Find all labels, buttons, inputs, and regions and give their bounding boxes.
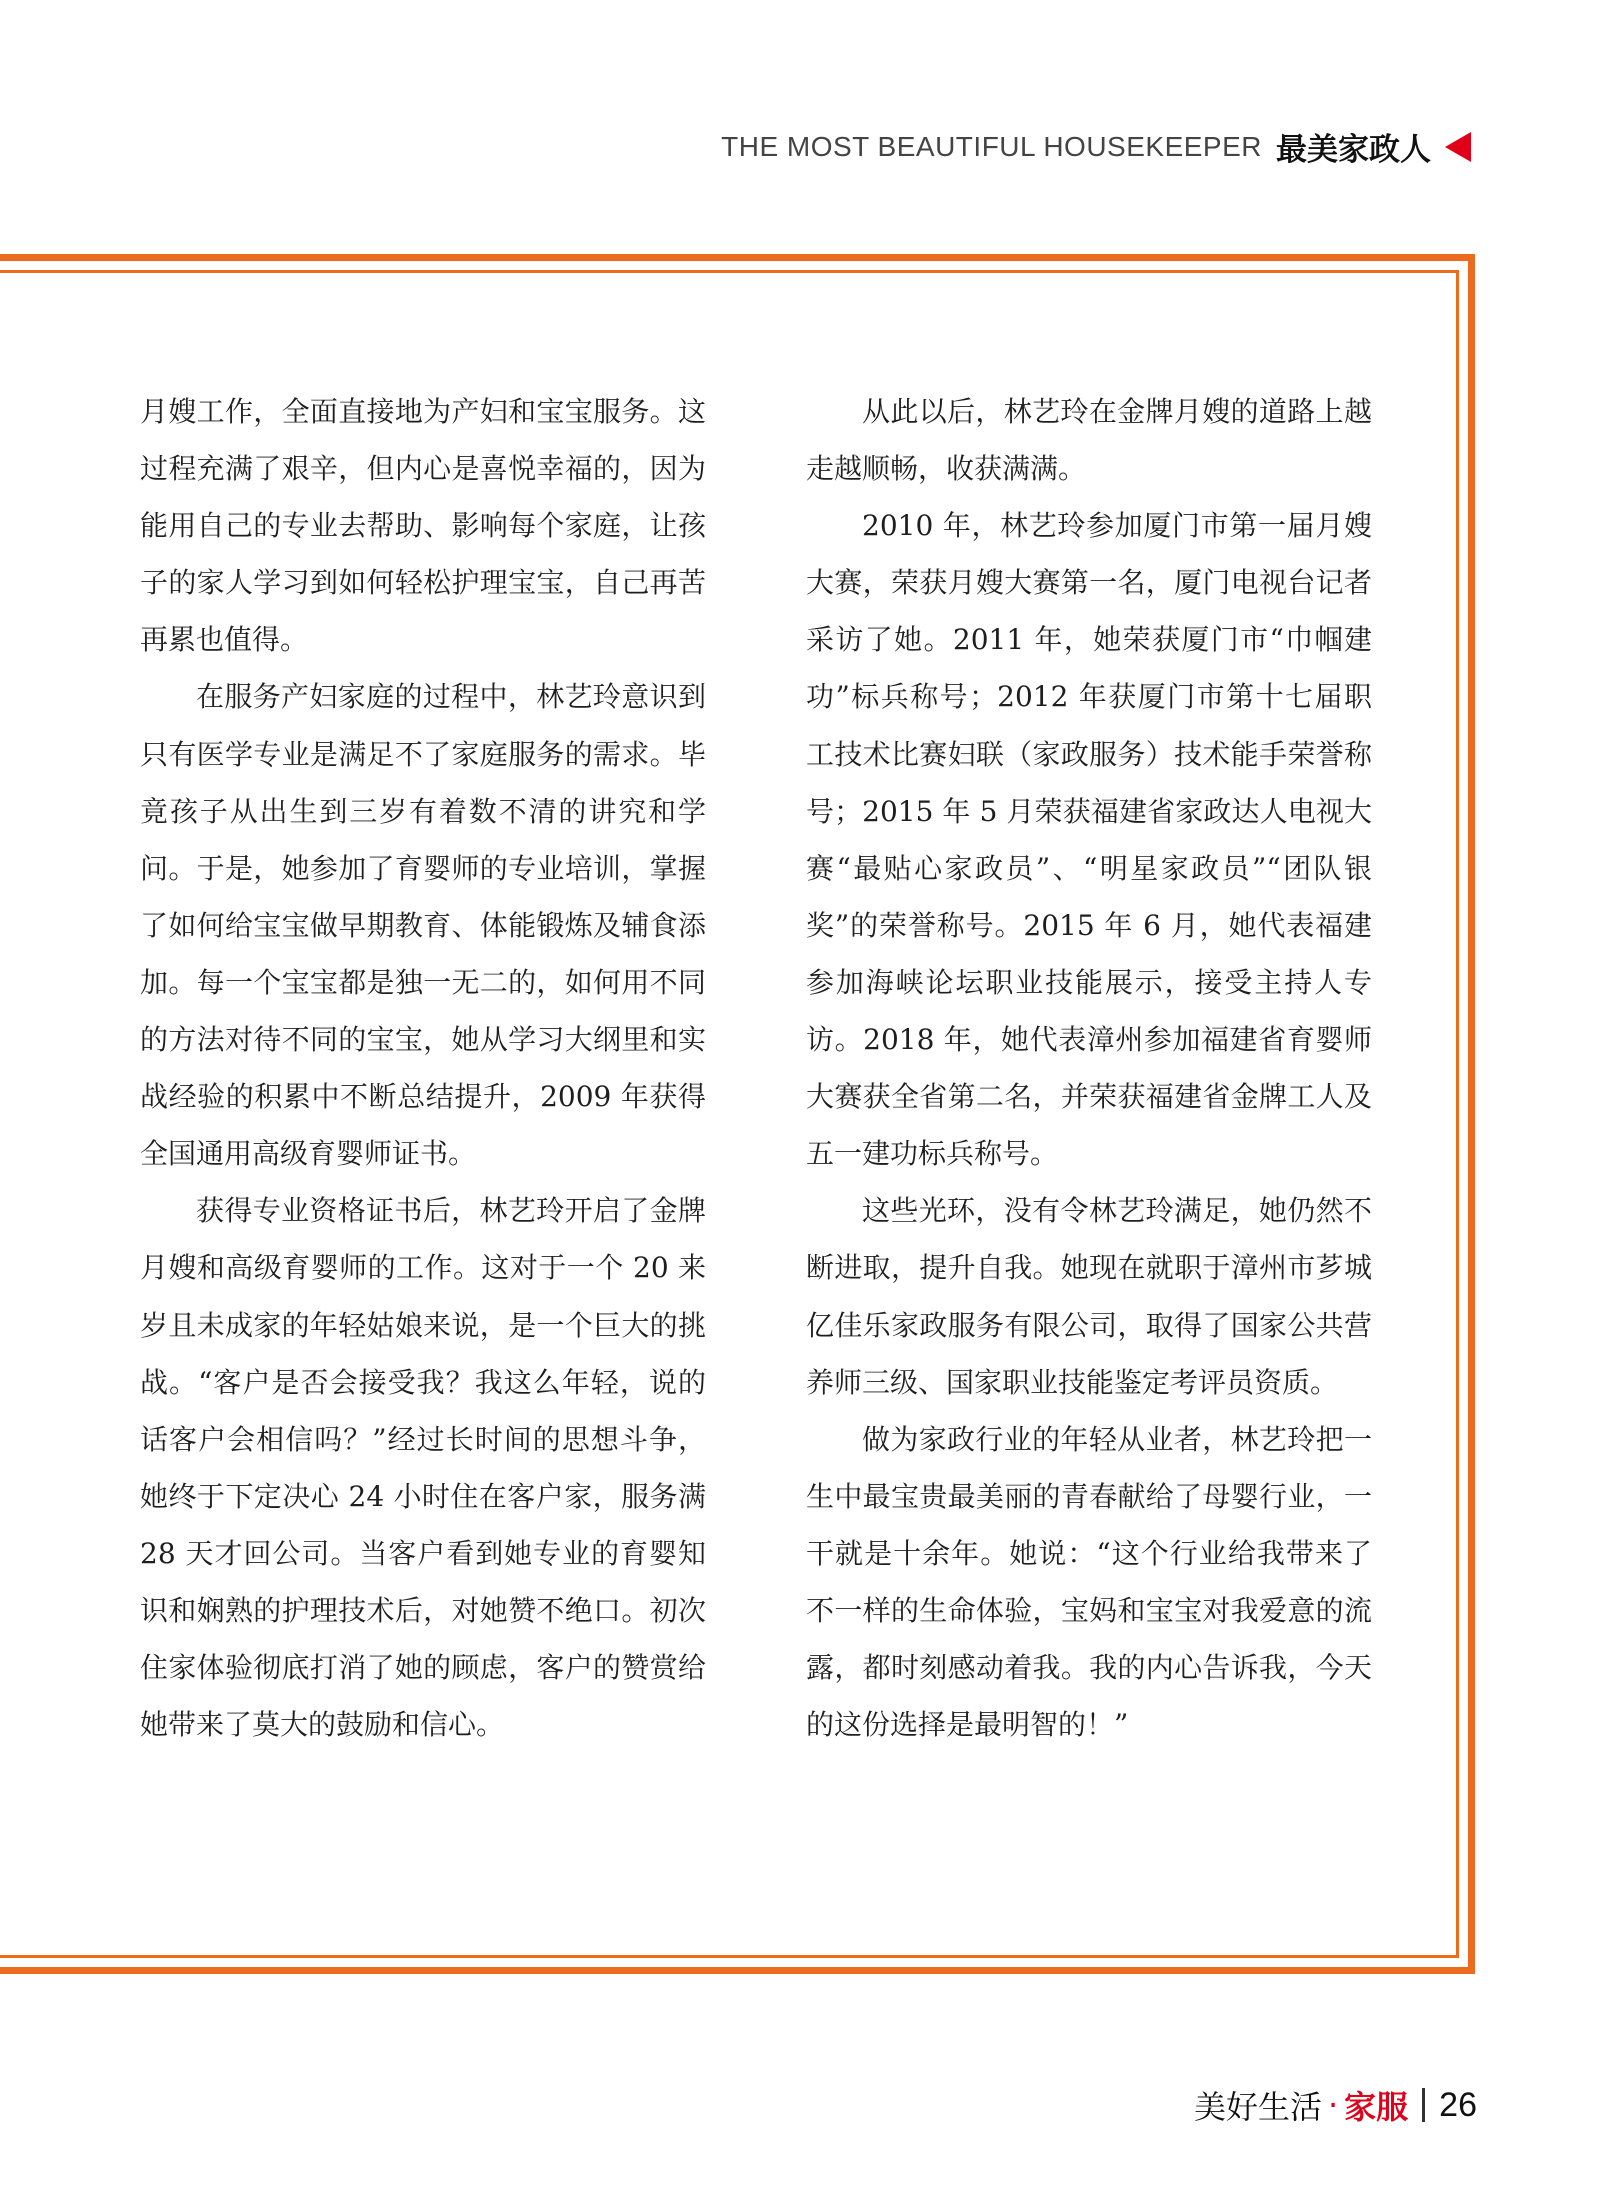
article-paragraph: 月嫂工作，全面直接地为产妇和宝宝服务。这过程充满了艰辛，但内心是喜悦幸福的，因为能用自己的专业去帮助、影响每个家庭，让孩子的家人学习到如何轻松护理宝宝，自己再苦再累也值得。 <box>140 395 706 657</box>
magazine-name: 美好生活 <box>1193 2088 1322 2126</box>
footer-dot: · <box>1327 2086 1339 2124</box>
article-column-right <box>806 383 1372 1753</box>
article-column-left <box>140 383 706 1753</box>
page-number: 26 <box>1439 2085 1477 2124</box>
running-header <box>721 124 1471 169</box>
article-paragraph: 获得专业资格证书后，林艺玲开启了金牌月嫂和高级育婴师的工作。这对于一个 20 来岁且未成家的年轻姑娘来说，是一个巨大的挑战。“客户是否会接受我？我这么年轻，说的话客户会相信吗？”经过长时间的思想斗争，她终于下定决心 24 小时住在客户家，服务满 28 天才回公司。当客户看到她专业的育婴知识和娴熟的护理技术后，对她赞不绝口。初次住家体验彻底打消了她的顾虑，客户的赞赏给她带来了莫大的鼓励和信心。 <box>140 1194 706 1742</box>
article-paragraph: 2010 年，林艺玲参加厦门市第一届月嫂大赛，荣获月嫂大赛第一名，厦门电视台记者采访了她。2011 年，她荣获厦门市“巾帼建功”标兵称号；2012 年获厦门市第十七届职工技术比赛妇联（家政服务）技术能手荣誉称号；2015 年 5 月荣获福建省家政达人电视大赛“最贴心家政员”、“明星家政员”“团队银奖”的荣誉称号。2015 年 6 月，她代表福建参加海峡论坛职业技能展示，接受主持人专访。2018 年，她代表漳州参加福建省育婴师大赛获全省第二名，并荣获福建省金牌工人及五一建功标兵称号。 <box>806 509 1372 1171</box>
section-name: 家服 <box>1344 2088 1409 2126</box>
article-paragraph: 做为家政行业的年轻从业者，林艺玲把一生中最宝贵最美丽的青春献给了母婴行业，一干就是十余年。她说：“这个行业给我带来了不一样的生命体验，宝妈和宝宝对我爱意的流露，都时刻感动着我。我的内心告诉我，今天的这份选择是最明智的！” <box>806 1422 1372 1742</box>
page-footer <box>1194 2082 1477 2128</box>
footer-divider <box>1422 2088 1425 2122</box>
article-paragraph: 这些光环，没有令林艺玲满足，她仍然不断进取，提升自我。她现在就职于漳州市芗城亿佳乐家政服务有限公司，取得了国家公共营养师三级、国家职业技能鉴定考评员资质。 <box>806 1194 1372 1399</box>
left-triangle-icon <box>1445 132 1471 162</box>
header-chinese-title: 最美家政人 <box>1276 132 1431 168</box>
header-english-title: THE MOST BEAUTIFUL HOUSEKEEPER <box>721 130 1262 162</box>
article-paragraph: 从此以后，林艺玲在金牌月嫂的道路上越走越顺畅，收获满满。 <box>806 395 1372 486</box>
article-paragraph: 在服务产妇家庭的过程中，林艺玲意识到只有医学专业是满足不了家庭服务的需求。毕竟孩子从出生到三岁有着数不清的讲究和学问。于是，她参加了育婴师的专业培训，掌握了如何给宝宝做早期教育、体能锻炼及辅食添加。每一个宝宝都是独一无二的，如何用不同的方法对待不同的宝宝，她从学习大纲里和实战经验的积累中不断总结提升，2009 年获得全国通用高级育婴师证书。 <box>140 680 706 1171</box>
